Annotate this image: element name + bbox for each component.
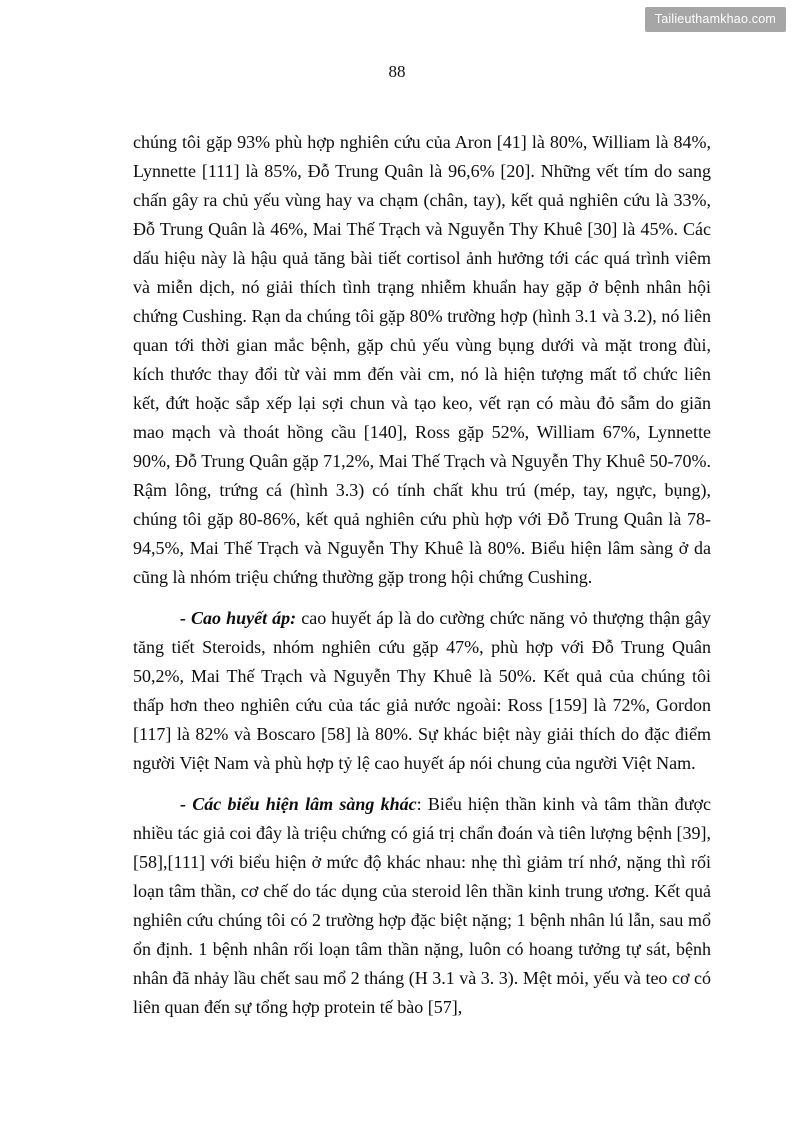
paragraph-clinical-skin-signs [133,128,711,592]
watermark-badge: Tailieuthamkhao.com [645,7,786,32]
page-number: 88 [388,62,406,81]
paragraph-3-text: : Biểu hiện thần kinh và tâm thần được nhiều tác giả coi đây là triệu chứng có giá trị chẩn đoán và tiên lượng bệnh [39],[58],[111] với biểu hiện ở mức độ khác nhau: nhẹ thì giảm trí nhớ, nặng thì rối loạn tâm thần, cơ chế do tác dụng của steroid lên thần kinh trung ương. Kết quả nghiên cứu chúng tôi có 2 trường hợp đặc biệt nặng; 1 bệnh nhân lú lẫn, sau mổ ổn định. 1 bệnh nhân rối loạn tâm thần nặng, luôn có hoang tưởng tự sát, bệnh nhân đã nhảy lầu chết sau mổ 2 tháng (H 3.1 và 3. 3). Mệt mỏi, yếu và teo cơ có liên quan đến sự tổng hợp protein tế bào [57], [133,794,711,1017]
paragraph-1-text: chúng tôi gặp 93% phù hợp nghiên cứu của Aron [41] là 80%, William là 84%, Lynnette [111] là 85%, Đỗ Trung Quân là 96,6% [20]. Những vết tím do sang chấn gây ra chủ yếu vùng hay va chạm (chân, tay), kết quả nghiên cứu là 33%, Đỗ Trung Quân là 46%, Mai Thế Trạch và Nguyễn Thy Khuê [30] là 45%. Các dấu hiệu này là hậu quả tăng bài tiết cortisol ảnh hưởng tới các quá trình viêm và miễn dịch, nó giải thích tình trạng nhiễm khuẩn hay gặp ở bệnh nhân hội chứng Cushing. Rạn da chúng tôi gặp 80% trường hợp (hình 3.1 và 3.2), nó liên quan tới thời gian mắc bệnh, gặp chủ yếu vùng bụng dưới và mặt trong đùi, kích thước thay đổi từ vài mm đến vài cm, nó là hiện tượng mất tổ chức liên kết, đứt hoặc sắp xếp lại sợi chun và tạo keo, vết rạn có màu đỏ sẫm do giãn mao mạch và thoát hồng cầu [140], Ross gặp 52%, William 67%, Lynnette 90%, Đỗ Trung Quân gặp 71,2%, Mai Thế Trạch và Nguyễn Thy Khuê 50-70%. Rậm lông, trứng cá (hình 3.3) có tính chất khu trú (mép, tay, ngực, bụng), chúng tôi gặp 80-86%, kết quả nghiên cứu phù hợp với Đỗ Trung Quân là 78-94,5%, Mai Thế Trạch và Nguyễn Thy Khuê là 80%. Biểu hiện lâm sàng ở da cũng là nhóm triệu chứng thường gặp trong hội chứng Cushing. [133,132,711,587]
paragraph-2-text: cao huyết áp là do cường chức năng vỏ thượng thận gây tăng tiết Steroids, nhóm nghiên cứu gặp 47%, phù hợp với Đỗ Trung Quân 50,2%, Mai Thế Trạch và Nguyễn Thy Khuê là 50%. Kết quả của chúng tôi thấp hơn theo nghiên cứu của tác giả nước ngoài: Ross [159] là 72%, Gordon [117] là 82% và Boscaro [58] là 80%. Sự khác biệt này giải thích do đặc điểm người Việt Nam và phù hợp tỷ lệ cao huyết áp nói chung của người Việt Nam. [133,608,711,773]
paragraph-3-lead: - Các biểu hiện lâm sàng khác [180,794,417,814]
document-body [133,128,711,1034]
paragraph-2-lead: - Cao huyết áp: [180,608,297,628]
paragraph-hypertension [133,604,711,778]
paragraph-other-clinical-signs [133,790,711,1022]
